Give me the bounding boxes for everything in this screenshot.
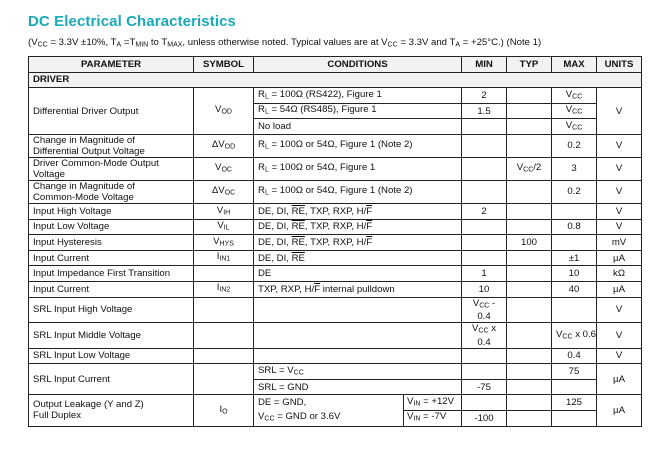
units-cell: µA [597,250,642,266]
symbol-cell [194,323,254,349]
condition-cell [254,348,462,364]
condition-cell: TXP, RXP, $H/\overline{F}$ internal pulldown [254,281,462,297]
table-row [29,157,642,180]
units-cell: V [597,219,642,235]
units-cell: V [597,297,642,323]
table-row [29,281,642,297]
header-typ: TYP [507,57,552,73]
typ-cell: $V_{CC}/2$ [507,157,552,180]
symbol-cell: $V_{IL}$ [194,219,254,235]
symbol-cell: $\Delta V_{OD}$ [194,134,254,157]
max-cell: $V_{CC}$ [552,88,597,104]
param-cell: SRL Input Low Voltage [29,348,194,364]
condition-cell: SRL = $V_{CC}$ [254,364,462,380]
header-conditions: CONDITIONS [254,57,462,73]
param-cell: Input Hysteresis [29,235,194,251]
section-driver: DRIVER [29,72,642,88]
typ-cell [507,203,552,219]
min-cell [462,157,507,180]
dc-characteristics-table [28,56,642,427]
min-cell: -75 [462,379,507,395]
min-cell [462,250,507,266]
table-row [29,395,642,411]
typ-cell [507,395,552,411]
symbol-cell: $\Delta V_{OC}$ [194,180,254,203]
typ-cell [507,281,552,297]
min-cell: 2 [462,88,507,104]
min-cell [462,119,507,135]
param-cell: Change in Magnitude of Differential Output Voltage [29,134,194,157]
symbol-cell: $V_{IH}$ [194,203,254,219]
typ-cell [507,379,552,395]
typ-cell [507,250,552,266]
max-cell: 40 [552,281,597,297]
units-cell: µA [597,281,642,297]
symbol-cell [194,266,254,282]
max-cell: 75 [552,364,597,380]
units-cell: V [597,134,642,157]
table-row [29,297,642,323]
param-cell: Input Current [29,250,194,266]
condition-cell: $R_L = 100\Omega$ or 54Ω, Figure 1 (Note 2) [254,134,462,157]
symbol-cell: $I_{IN1}$ [194,250,254,266]
units-cell: kΩ [597,266,642,282]
units-cell: V [597,323,642,349]
max-cell: 0.2 [552,180,597,203]
min-cell: $V_{CC} - 0.4$ [462,297,507,323]
typ-cell: 100 [507,235,552,251]
min-cell [462,348,507,364]
min-cell: 1.5 [462,103,507,119]
units-cell: µA [597,395,642,426]
typ-cell [507,364,552,380]
header-symbol: SYMBOL [194,57,254,73]
header-units: UNITS [597,57,642,73]
min-cell [462,235,507,251]
max-cell: $V_{CC}$ [552,103,597,119]
units-cell: V [597,88,642,135]
max-cell: 0.8 [552,219,597,235]
max-cell: 3 [552,157,597,180]
max-cell: 0.4 [552,348,597,364]
table-row [29,323,642,349]
param-cell: Input High Voltage [29,203,194,219]
param-cell: Input Low Voltage [29,219,194,235]
max-cell: $V_{CC}$ [552,119,597,135]
max-cell: 10 [552,266,597,282]
section-row [29,72,642,88]
param-cell: SRL Input High Voltage [29,297,194,323]
units-cell: V [597,348,642,364]
units-cell: V [597,180,642,203]
param-cell: SRL Input Current [29,364,194,395]
test-conditions-note: ($V_{CC} = 3.3V \pm 10\%$, $T_A =T_{MIN}$ to $T_{MAX}$, unless otherwise noted. Typical values are at $V_{CC} = 3.3V$ and $T_A = +25^\circ C$.) (Note 1) [28,37,542,49]
max-cell: ±1 [552,250,597,266]
table-row [29,219,642,235]
typ-cell [507,134,552,157]
min-cell: -100 [462,410,507,426]
param-cell: Driver Common-Mode Output Voltage [29,157,194,180]
table-row [29,88,642,104]
typ-cell [507,297,552,323]
typ-cell [507,180,552,203]
typ-cell [507,348,552,364]
condition-cell: $R_L = 54\Omega$ (RS485), Figure 1 [254,103,462,119]
symbol-cell [194,297,254,323]
condition-cell: DE, DI, $\overline{RE}$, TXP, RXP, $H/\overline{F}$ [254,219,462,235]
min-cell [462,364,507,380]
units-cell: V [597,203,642,219]
min-cell [462,180,507,203]
symbol-cell: $V_{OC}$ [194,157,254,180]
max-cell [552,235,597,251]
min-cell: $V_{CC}$ x 0.4 [462,323,507,349]
max-cell [552,297,597,323]
max-cell: 125 [552,395,597,411]
max-cell [552,379,597,395]
units-cell: µA [597,364,642,395]
units-cell: V [597,157,642,180]
max-cell: 0.2 [552,134,597,157]
table-row [29,203,642,219]
table-row [29,364,642,380]
symbol-cell [194,364,254,395]
header-parameter: PARAMETER [29,57,194,73]
symbol-cell: $I_O$ [194,395,254,426]
table-row [29,348,642,364]
typ-cell [507,410,552,426]
table-row [29,235,642,251]
units-cell: mV [597,235,642,251]
max-cell [552,410,597,426]
condition-cell: DE, DI, $\overline{RE}$ [254,250,462,266]
vin-cell: $V_{IN} = +12V$ [404,395,462,411]
header-max: MAX [552,57,597,73]
typ-cell [507,88,552,104]
table-row [29,134,642,157]
condition-cell: DE, DI, $\overline{RE}$, TXP, RXP, $H/\overline{F}$ [254,203,462,219]
min-cell: 1 [462,266,507,282]
header-min: MIN [462,57,507,73]
table-row [29,250,642,266]
vin-cell: $V_{IN} = -7V$ [404,410,462,426]
condition-cell: DE [254,266,462,282]
page-title: DC Electrical Characteristics [28,13,236,30]
condition-cell: DE = GND, [254,395,404,411]
param-cell: SRL Input Middle Voltage [29,323,194,349]
condition-cell: No load [254,119,462,135]
min-cell: 10 [462,281,507,297]
condition-cell: $R_L = 100\Omega$ or 54Ω, Figure 1 (Note 2) [254,180,462,203]
table-row [29,180,642,203]
condition-cell [254,297,462,323]
table-header-row [29,57,642,73]
condition-cell: $V_{CC}$ = GND or 3.6V [254,410,404,426]
param-cell: Change in Magnitude of Common-Mode Voltage [29,180,194,203]
symbol-cell [194,348,254,364]
condition-cell: $R_L = 100\Omega$ (RS422), Figure 1 [254,88,462,104]
param-cell: Input Impedance First Transition [29,266,194,282]
symbol-cell: $I_{IN2}$ [194,281,254,297]
symbol-cell: $V_{OD}$ [194,88,254,135]
condition-cell: SRL = GND [254,379,462,395]
param-cell: Output Leakage (Y and Z) Full Duplex [29,395,194,426]
condition-cell: DE, DI, $\overline{RE}$, TXP, RXP, $H/\overline{F}$ [254,235,462,251]
min-cell [462,134,507,157]
table-row [29,266,642,282]
param-cell: Differential Driver Output [29,88,194,135]
typ-cell [507,323,552,349]
param-cell: Input Current [29,281,194,297]
min-cell [462,219,507,235]
typ-cell [507,103,552,119]
min-cell [462,395,507,411]
condition-cell: $R_L = 100\Omega$ or 54Ω, Figure 1 [254,157,462,180]
typ-cell [507,219,552,235]
typ-cell [507,266,552,282]
symbol-cell: $V_{HYS}$ [194,235,254,251]
typ-cell [507,119,552,135]
max-cell [552,203,597,219]
max-cell: $V_{CC}$ x 0.6 [552,323,597,349]
condition-cell [254,323,462,349]
min-cell: 2 [462,203,507,219]
